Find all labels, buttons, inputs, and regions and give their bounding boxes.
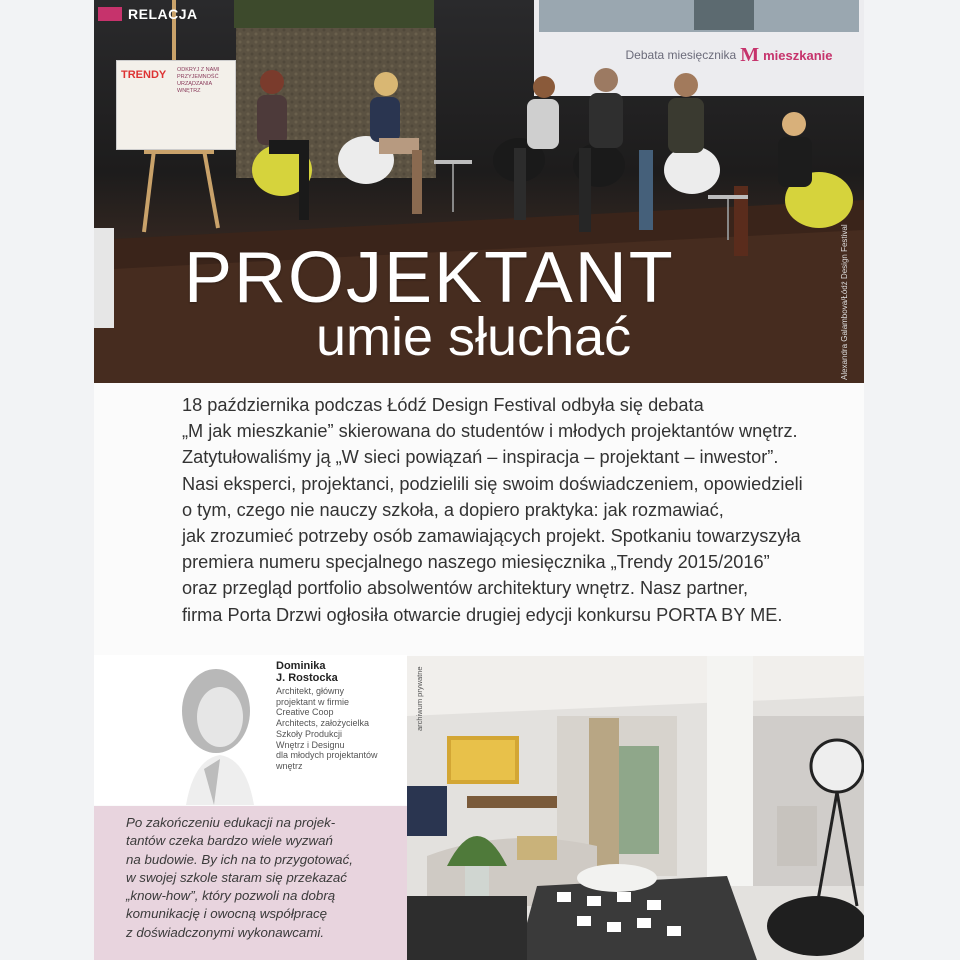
hero-photo <box>94 0 864 383</box>
profile-panel <box>94 655 407 805</box>
magazine-page <box>94 0 864 960</box>
profile-description-line: wnętrz <box>276 760 303 771</box>
interior-photo-credit: archiwum prywatne <box>415 666 424 731</box>
profile-description-line: projektant w firmie <box>276 696 350 707</box>
section-tag-label: RELACJA <box>128 5 198 22</box>
quote-line: Po zakończeniu edukacji na projek- <box>126 815 336 830</box>
portrait-photo <box>174 659 264 805</box>
lead-line: Zatytułowaliśmy ją „W sieci powiązań – inspiracja – projektant – inwestor”. <box>182 447 779 468</box>
lead-line: „M jak mieszkanie” skierowana do studentów i młodych projektantów wnętrz. <box>182 421 798 442</box>
projection-screen-caption <box>614 40 844 70</box>
lead-line: oraz przegląd portfolio absolwentów architektury wnętrz. Nasz partner, <box>182 578 749 599</box>
quote-line: tantów czeka bardzo wiele wyzwań <box>126 833 333 849</box>
profile-description-line: Architekt, główny <box>276 686 345 696</box>
profile-description-line: Wnętrz i Designu <box>276 739 345 750</box>
lead-paragraph <box>182 392 842 628</box>
hero-photo-credit: Alexandra Galambova/Łódź Design Festival <box>840 224 849 380</box>
magazine-logo-m: M <box>740 43 760 66</box>
profile-name-first: Dominika <box>276 660 326 672</box>
living-room-illustration <box>407 656 864 960</box>
magazine-brand: mieszkanie <box>763 47 833 63</box>
article-subheadline: umie słuchać <box>316 307 632 367</box>
poster-text: ODKRYJ Z NAMI PRZYJEMNOŚĆ URZĄDZANIA WNĘTRZ <box>177 67 220 94</box>
screen-caption-text: Debata miesięcznika <box>625 48 737 62</box>
profile-description-line: dla młodych projektantów <box>276 750 378 761</box>
interior-photo <box>407 656 864 960</box>
quote-panel <box>94 806 407 960</box>
poster-title: TRENDY <box>121 69 167 81</box>
lead-line: jak zrozumieć potrzeby osób zamawiających projekt. Spotkaniu towarzyszyła <box>182 526 801 547</box>
pull-quote <box>126 814 406 942</box>
quote-line: w swojej szkole staram się przekazać <box>126 869 347 885</box>
article-headline: PROJEKTANT <box>184 238 675 318</box>
profile-description <box>276 686 401 772</box>
lead-line: firma Porta Drzwi ogłosiła otwarcie drugiej edycji konkursu PORTA BY ME. <box>182 604 783 625</box>
easel-poster <box>116 60 236 150</box>
section-tag <box>94 4 204 23</box>
quote-line: komunikację i owocną współpracę <box>126 906 328 922</box>
quote-line: na budowie. By ich na to przygotować, <box>126 851 353 867</box>
quote-line: z doświadczonymi wykonawcami. <box>126 924 325 940</box>
lead-line: Nasi eksperci, projektanci, podzielili się swoim doświadczeniem, opowiedzieli <box>182 473 803 494</box>
profile-name-last: J. Rostocka <box>276 672 338 684</box>
quote-line: „know-how”, który pozwoli na dobrą <box>126 888 336 904</box>
profile-bio <box>276 660 401 772</box>
lead-line: o tym, czego nie nauczy szkoła, a dopiero praktyka: jak rozmawiać, <box>182 499 724 520</box>
profile-description-line: Creative Coop <box>276 707 334 718</box>
section-tag-bar <box>98 7 122 21</box>
profile-description-line: Szkoły Produkcji <box>276 728 343 739</box>
lead-line: 18 października podczas Łódź Design Festival odbyła się debata <box>182 395 704 415</box>
lead-line: premiera numeru specjalnego naszego miesięcznika „Trendy 2015/2016” <box>182 552 770 573</box>
profile-description-line: Architects, założycielka <box>276 718 370 729</box>
